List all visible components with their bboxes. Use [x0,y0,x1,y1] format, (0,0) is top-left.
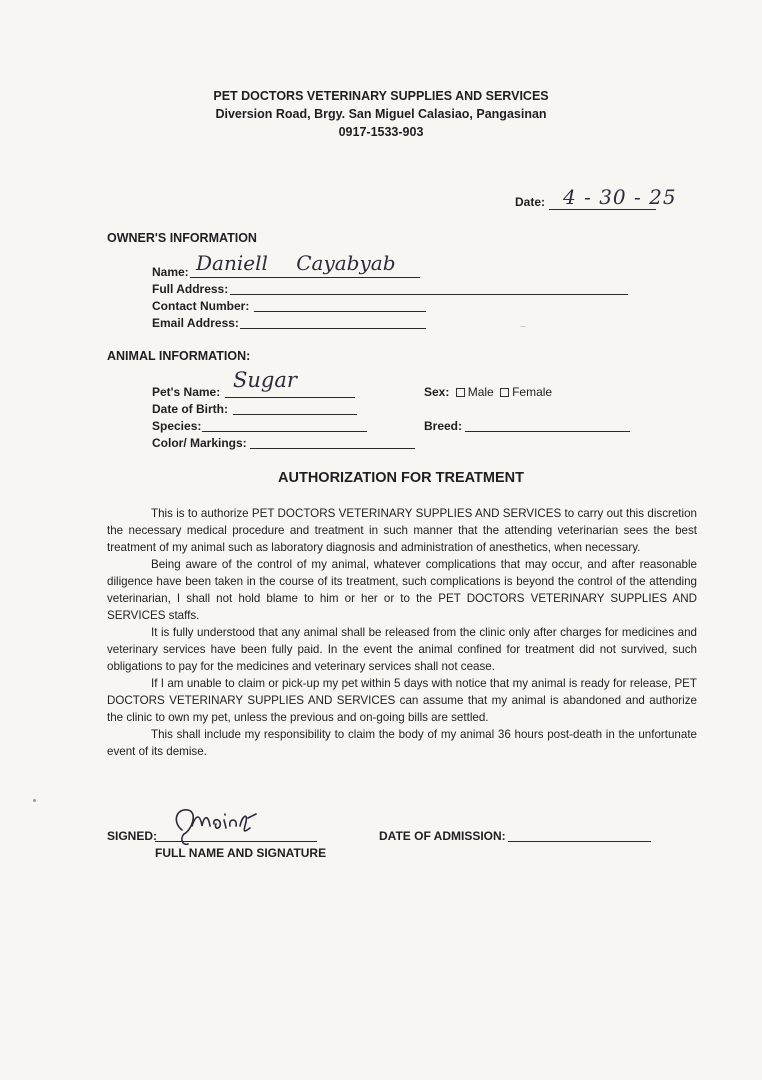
owner-contact-label: Contact Number: [152,299,250,313]
dob-line[interactable] [233,414,357,415]
sex-label: Sex: [424,385,450,399]
pet-name-value[interactable]: Sugar [233,368,297,392]
owner-name-label: Name: [152,265,189,279]
species-label: Species: [152,419,202,433]
color-markings-label: Color/ Markings: [152,436,247,450]
species-line[interactable] [202,431,367,432]
owner-section-title: OWNER'S INFORMATION [107,231,257,245]
authorization-paragraph-3: It is fully understood that any animal shall be released from the clinic only after charges for medicines and veterinary services have been fully paid. In the event the animal confined for treatment did not survived, such obligations to pay for the medicines and veterinary services shall not cease. [107,626,697,673]
breed-label: Breed: [424,419,463,433]
company-name: PET DOCTORS VETERINARY SUPPLIES AND SERVICES [213,89,549,103]
authorization-paragraph-4: If I am unable to claim or pick-up my pet within 5 days with notice that my animal is ready for release, PET DOCTORS VETERINARY SUPPLIES AND SERVICES can assume that my animal is abandoned and authorize the clinic to own my pet, unless the previous and on-going bills are settled. [107,677,697,724]
date-label: Date: [515,195,546,209]
dob-label: Date of Birth: [152,402,228,416]
female-option-label: Female [512,385,553,399]
color-markings-line[interactable] [250,448,415,449]
owner-address-label: Full Address: [152,282,229,296]
date-line [549,209,656,210]
male-option-label: Male [467,385,494,399]
owner-contact-line[interactable] [254,311,426,312]
sex-field [424,385,552,399]
pet-name-label: Pet's Name: [152,385,221,399]
animal-section-title: ANIMAL INFORMATION: [107,349,251,363]
male-checkbox[interactable] [456,388,465,397]
authorization-body [107,505,697,760]
company-phone: 0917-1533-903 [338,125,424,139]
signed-label: SIGNED: [107,829,158,843]
authorization-title: AUTHORIZATION FOR TREATMENT [278,470,524,486]
company-address: Diversion Road, Brgy. San Miguel Calasiao, Pangasinan [215,107,547,121]
date-of-admission-label: DATE OF ADMISSION: [379,829,506,843]
full-name-signature-label: FULL NAME AND SIGNATURE [155,846,327,860]
scan-speck [520,326,526,327]
authorization-paragraph-5: This shall include my responsibility to claim the body of my animal 36 hours post-death in the unfortunate event of its demise. [107,728,697,758]
female-checkbox[interactable] [500,388,509,397]
date-value[interactable]: 4 - 30 - 25 [563,185,677,209]
authorization-paragraph-2: Being aware of the control of my animal, whatever complications that may occur, and after reasonable diligence have been taken in the course of its treatment, such complications is beyond the control of the attending veterinarian, I shall not hold blame to him or her or to the PET DOCTORS VETERINARY SUPPLIES AND SERVICES staffs. [107,558,697,622]
authorization-paragraph-1: This is to authorize PET DOCTORS VETERINARY SUPPLIES AND SERVICES to carry out this discretion the necessary medical procedure and treatment in such manner that the attending veterinarian sees the best treatment of my animal such as laboratory diagnosis and administration of anesthetics, when necessary. [107,507,697,554]
handwritten-signature [168,800,278,850]
date-of-admission-line[interactable] [508,841,651,842]
owner-address-line[interactable] [230,294,628,295]
owner-name-value[interactable]: Daniell Cayabyab [196,251,396,275]
breed-line[interactable] [465,431,630,432]
pet-name-line [225,397,355,398]
owner-email-label: Email Address: [152,316,239,330]
owner-name-line [190,277,420,278]
owner-email-line[interactable] [240,328,426,329]
scan-speck [33,799,36,802]
